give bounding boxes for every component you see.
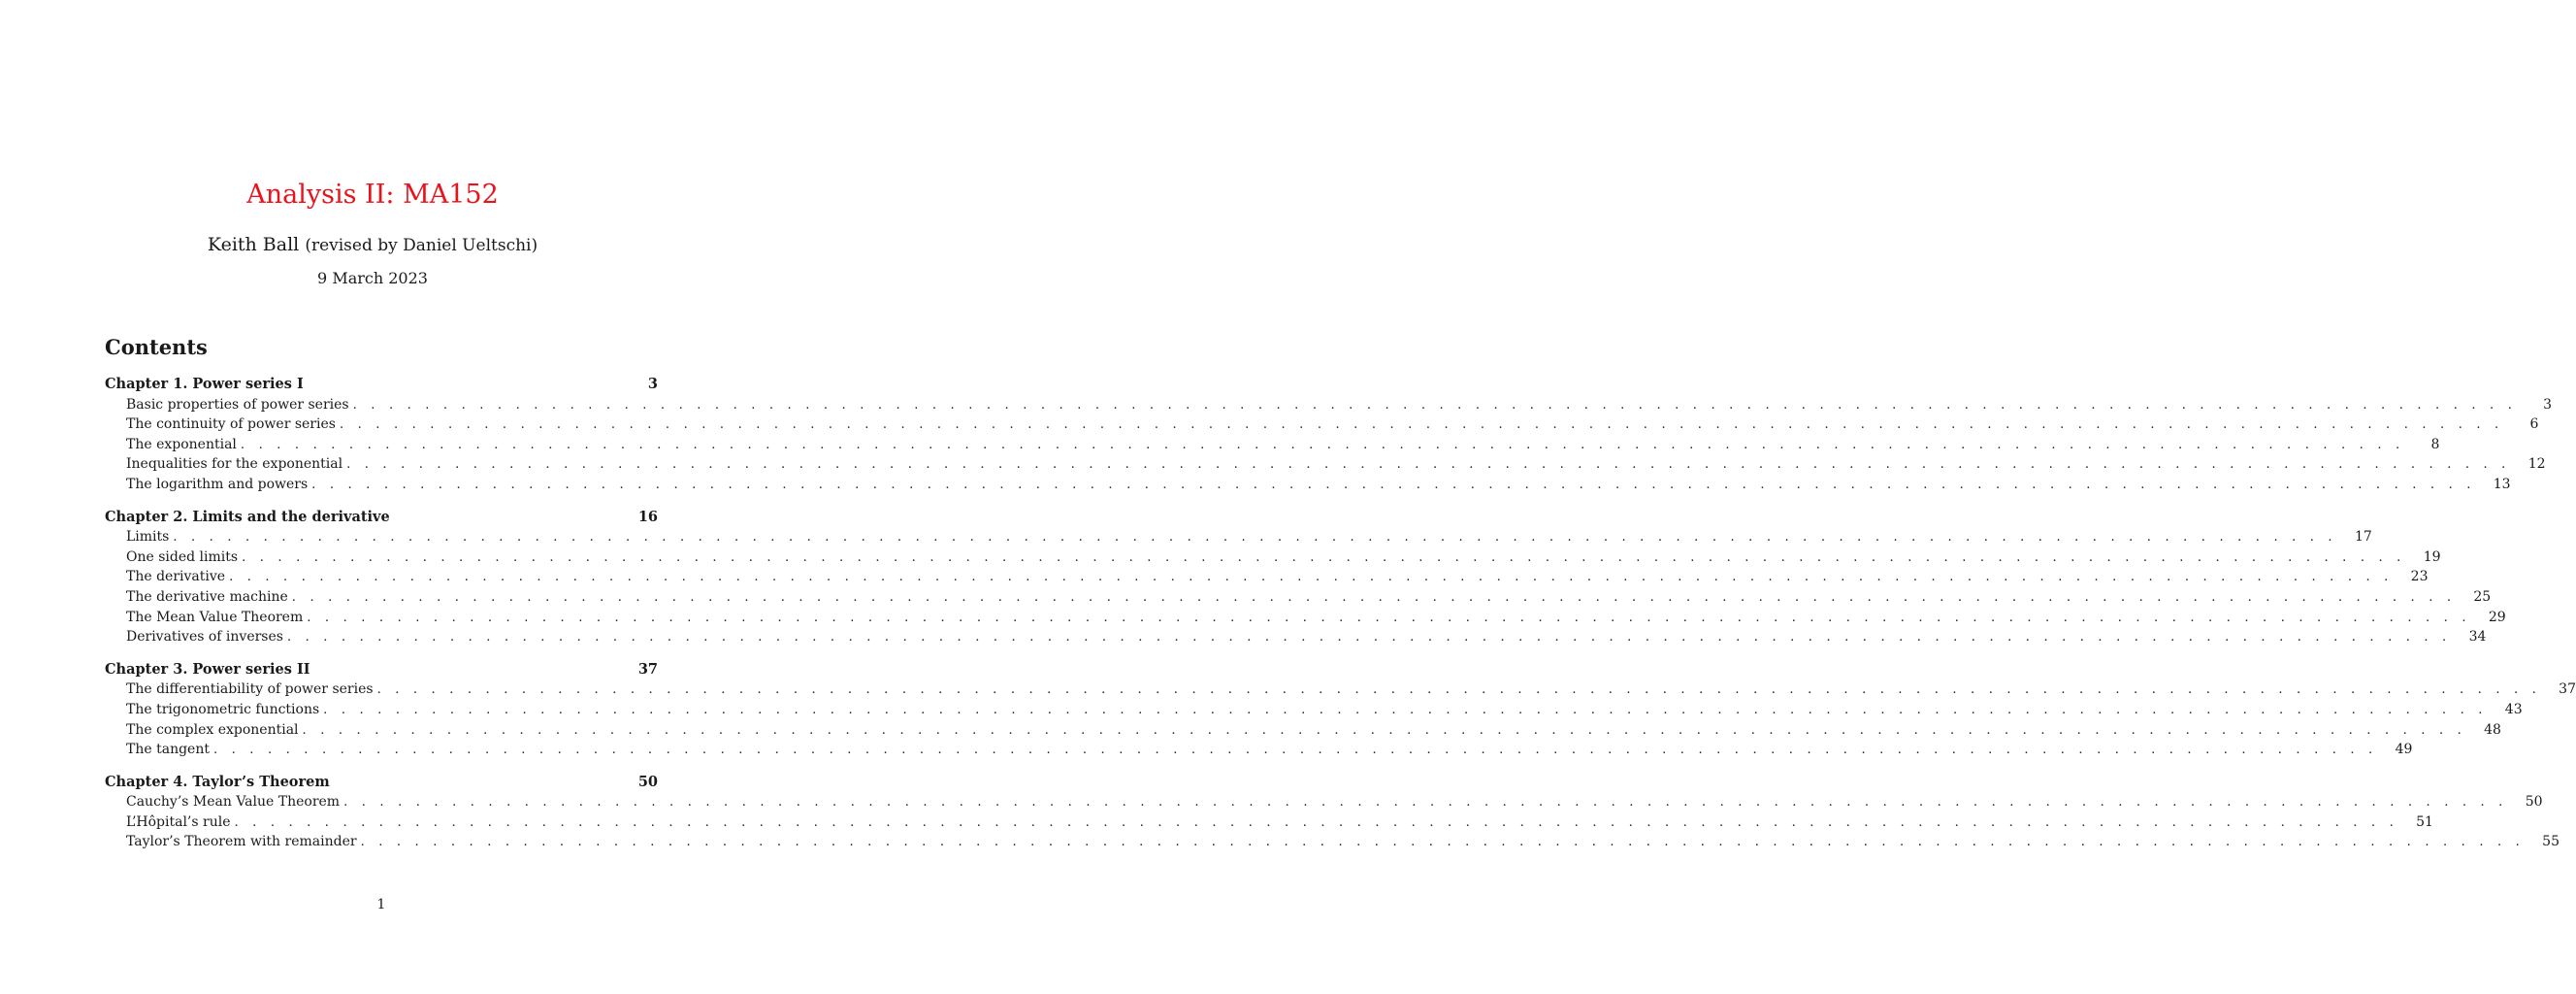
toc-section-page: 3 bbox=[2543, 396, 2553, 413]
toc-section-entry[interactable] bbox=[105, 832, 2560, 852]
toc-chapter bbox=[105, 508, 2506, 647]
table-of-contents bbox=[105, 375, 2576, 865]
toc-section-page: 6 bbox=[2529, 416, 2539, 433]
toc-dot-leader: . . . . . . . . . . . . . . . . . . . . . . . . . . . . . . . . . . . . . . . . . . . . . . . . . . . . . . . . . . . . . . . . . . . . . . . . . . . . . . . . . . . . . . . . . . . . . . . . . . . . . . . . . . . . . . . . . . . . . . . . bbox=[240, 437, 2405, 452]
toc-dot-leader: . . . . . . . . . . . . . . . . . . . . . . . . . . . . . . . . . . . . . . . . . . . . . . . . . . . . . . . . . . . . . . . . . . . . . . . . . . . . . . . . . . . . . . . . . . . . . . . . . . . . . . . . . . . . . . . . . . . . . . . . bbox=[352, 397, 2518, 413]
toc-section-title: L’Hôpital’s rule bbox=[126, 813, 231, 830]
toc-chapter-page: 16 bbox=[637, 508, 658, 525]
toc-dot-leader: . . . . . . . . . . . . . . . . . . . . . . . . . . . . . . . . . . . . . . . . . . . . . . . . . . . . . . . . . . . . . . . . . . . . . . . . . . . . . . . . . . . . . . . . . . . . . . . . . . . . . . . . . . . . . . . . . . . . . . . . bbox=[346, 457, 2511, 473]
toc-section-title: Taylor’s Theorem with remainder bbox=[126, 834, 357, 850]
toc-section-entry[interactable] bbox=[105, 527, 2372, 547]
toc-chapter-page: 37 bbox=[637, 660, 658, 678]
toc-section-page: 13 bbox=[2493, 476, 2511, 492]
toc-dot-leader: . . . . . . . . . . . . . . . . . . . . . . . . . . . . . . . . . . . . . . . . . . . . . . . . . . . . . . . . . . . . . . . . . . . . . . . . . . . . . . . . . . . . . . . . . . . . . . . . . . . . . . . . . . . . . . . . . . . . . . . . bbox=[212, 743, 2378, 758]
toc-section-page: 48 bbox=[2484, 721, 2501, 738]
toc-dot-leader: . . . . . . . . . . . . . . . . . . . . . . . . . . . . . . . . . . . . . . . . . . . . . . . . . . . . . . . . . . . . . . . . . . . . . . . . . . . . . . . . . . . . . . . . . . . . . . . . . . . . . . . . . . . . . . . . . . . . . . . . bbox=[339, 417, 2504, 433]
toc-section-entry[interactable] bbox=[105, 547, 2441, 568]
toc-chapter bbox=[105, 660, 2576, 760]
toc-section-page: 51 bbox=[2416, 813, 2433, 830]
toc-dot-leader: . . . . . . . . . . . . . . . . . . . . . . . . . . . . . . . . . . . . . . . . . . . . . . . . . . . . . . . . . . . . . . . . . . . . . . . . . . . . . . . . . . . . . . . . . . . . . . . . . . . . . . . . . . . . . . . . . . . . . . . . bbox=[302, 722, 2466, 738]
toc-section-entry[interactable] bbox=[105, 627, 2487, 647]
toc-section-entry[interactable] bbox=[105, 567, 2429, 587]
toc-dot-leader: . . . . . . . . . . . . . . . . . . . . . . . . . . . . . . . . . . . . . . . . . . . . . . . . . . . . . . . . . . . . . . . . . . . . . . . . . . . . . . . . . . . . . . . . . . . . . . . . . . . . . . . . . . . . . . . . . . . . . . . . bbox=[311, 477, 2476, 492]
toc-chapter-title: Chapter 4. Taylor’s Theorem bbox=[105, 773, 330, 790]
toc-section-page: 23 bbox=[2410, 569, 2429, 585]
toc-section-entry[interactable] bbox=[105, 608, 2506, 628]
toc-dot-leader: . . . . . . . . . . . . . . . . . . . . . . . . . . . . . . . . . . . . . . . . . . . . . . . . . . . . . . . . . . . . . . . . . . . . . . . . . . . . . . . . . . . . . . . . . . . . . . . . . . . . . . . . . . . . . . . . . . . . . . . . bbox=[360, 835, 2525, 850]
toc-section-page: 19 bbox=[2423, 548, 2441, 565]
toc-chapter-page: 3 bbox=[647, 376, 658, 392]
toc-dot-leader: . . . . . . . . . . . . . . . . . . . . . . . . . . . . . . . . . . . . . . . . . . . . . . . . . . . . . . . . . . . . . . . . . . . . . . . . . . . . . . . . . . . . . . . . . . . . . . . . . . . . . . . . . . . . . . . . . . . . . . . . bbox=[343, 795, 2508, 811]
toc-section-entry[interactable] bbox=[105, 435, 2440, 455]
page-number: 1 bbox=[376, 897, 386, 912]
toc-dot-leader: . . . . . . . . . . . . . . . . . . . . . . . . . . . . . . . . . . . . . . . . . . . . . . . . . . . . . . . . . . . . . . . . . . . . . . . . . . . . . . . . . . . . . . . . . . . . . . . . . . . . . . . . . . . . . . . . . . . . . . . . bbox=[242, 549, 2406, 565]
toc-dot-leader: . . . . . . . . . . . . . . . . . . . . . . . . . . . . . . . . . . . . . . . . . . . . . . . . . . . . . . . . . . . . . . . . . . . . . . . . . . . . . . . . . . . . . . . . . . . . . . . . . . . . . . . . . . . . . . . . . . . . . . . . bbox=[323, 702, 2488, 717]
toc-section-title: The continuity of power series bbox=[126, 416, 336, 433]
toc-section-title: The exponential bbox=[126, 436, 237, 452]
toc-section-entry[interactable] bbox=[105, 812, 2433, 833]
toc-section-entry[interactable] bbox=[105, 792, 2543, 812]
toc-section-entry[interactable] bbox=[105, 679, 2576, 700]
toc-section-title: Limits bbox=[126, 529, 170, 546]
toc-dot-leader: . . . . . . . . . . . . . . . . . . . . . . . . . . . . . . . . . . . . . . . . . . . . . . . . . . . . . . . . . . . . . . . . . . . . . . . . . . . . . . . . . . . . . . . . . . . . . . . . . . . . . . . . . . . . . . . . . . . . . . . . bbox=[173, 530, 2337, 546]
toc-section-title: Basic properties of power series bbox=[126, 396, 349, 413]
toc-section-page: 17 bbox=[2354, 529, 2372, 546]
toc-section-entry[interactable] bbox=[105, 395, 2553, 415]
toc-chapter-entry[interactable] bbox=[105, 375, 658, 395]
toc-section-entry[interactable] bbox=[105, 454, 2546, 475]
reviser-note: (revised by Daniel Ueltschi) bbox=[305, 236, 538, 255]
toc-section-entry[interactable] bbox=[105, 475, 2511, 495]
toc-section-entry[interactable] bbox=[105, 740, 2413, 760]
toc-section-title: The logarithm and powers bbox=[126, 476, 309, 492]
toc-section-title: One sided limits bbox=[126, 548, 239, 565]
toc-dot-leader: . . . . . . . . . . . . . . . . . . . . . . . . . . . . . . . . . . . . . . . . . . . . . . . . . . . . . . . . . . . . . . . . . . . . . . . . . . . . . . . . . . . . . . . . . . . . . . . . . . . . . . . . . . . . . . . . . . . . . . . . bbox=[286, 630, 2452, 646]
toc-chapter-entry[interactable] bbox=[105, 773, 658, 793]
document-date: 9 March 2023 bbox=[317, 269, 428, 287]
toc-section-entry[interactable] bbox=[105, 414, 2539, 435]
toc-section-entry[interactable] bbox=[105, 700, 2523, 720]
toc-section-title: The derivative bbox=[126, 569, 226, 585]
toc-section-title: Cauchy’s Mean Value Theorem bbox=[126, 794, 341, 811]
toc-chapter-page: 50 bbox=[637, 773, 658, 790]
toc-section-title: The tangent bbox=[126, 742, 210, 758]
toc-section-page: 55 bbox=[2542, 834, 2560, 850]
toc-section-page: 12 bbox=[2527, 456, 2546, 473]
toc-chapter bbox=[105, 375, 2553, 495]
toc-chapter-title: Chapter 2. Limits and the derivative bbox=[105, 508, 390, 525]
document-title: Analysis II: MA152 bbox=[246, 180, 499, 210]
toc-section-title: The differentiability of power series bbox=[126, 681, 374, 698]
toc-section-title: Derivatives of inverses bbox=[126, 629, 283, 646]
toc-section-page: 49 bbox=[2395, 742, 2413, 758]
toc-dot-leader: . . . . . . . . . . . . . . . . . . . . . . . . . . . . . . . . . . . . . . . . . . . . . . . . . . . . . . . . . . . . . . . . . . . . . . . . . . . . . . . . . . . . . . . . . . . . . . . . . . . . . . . . . . . . . . . . . . . . . . . . bbox=[376, 682, 2541, 698]
toc-section-entry[interactable] bbox=[105, 720, 2501, 741]
toc-dot-leader: . . . . . . . . . . . . . . . . . . . . . . . . . . . . . . . . . . . . . . . . . . . . . . . . . . . . . . . . . . . . . . . . . . . . . . . . . . . . . . . . . . . . . . . . . . . . . . . . . . . . . . . . . . . . . . . . . . . . . . . . bbox=[291, 589, 2457, 605]
toc-section-title: The complex exponential bbox=[126, 721, 299, 738]
toc-section-title: The derivative machine bbox=[126, 588, 288, 605]
toc-chapter-title: Chapter 1. Power series I bbox=[105, 376, 304, 392]
author-line bbox=[0, 233, 745, 257]
contents-heading: Contents bbox=[105, 335, 208, 359]
toc-section-entry[interactable] bbox=[105, 587, 2492, 608]
toc-section-page: 29 bbox=[2488, 609, 2506, 625]
toc-section-title: The trigonometric functions bbox=[126, 701, 320, 717]
toc-section-page: 37 bbox=[2559, 681, 2576, 698]
toc-section-page: 8 bbox=[2430, 436, 2440, 452]
author-name: Keith Ball bbox=[207, 234, 300, 255]
toc-section-title: The Mean Value Theorem bbox=[126, 609, 304, 625]
toc-section-page: 50 bbox=[2525, 794, 2543, 811]
toc-dot-leader: . . . . . . . . . . . . . . . . . . . . . . . . . . . . . . . . . . . . . . . . . . . . . . . . . . . . . . . . . . . . . . . . . . . . . . . . . . . . . . . . . . . . . . . . . . . . . . . . . . . . . . . . . . . . . . . . . . . . . . . . bbox=[234, 814, 2398, 830]
toc-section-page: 43 bbox=[2504, 701, 2523, 717]
toc-chapter-entry[interactable] bbox=[105, 508, 658, 528]
toc-chapter-title: Chapter 3. Power series II bbox=[105, 660, 310, 678]
toc-chapter-entry[interactable] bbox=[105, 660, 658, 680]
toc-section-page: 25 bbox=[2473, 588, 2492, 605]
toc-chapter bbox=[105, 773, 2560, 852]
toc-dot-leader: . . . . . . . . . . . . . . . . . . . . . . . . . . . . . . . . . . . . . . . . . . . . . . . . . . . . . . . . . . . . . . . . . . . . . . . . . . . . . . . . . . . . . . . . . . . . . . . . . . . . . . . . . . . . . . . . . . . . . . . . bbox=[307, 610, 2471, 625]
toc-dot-leader: . . . . . . . . . . . . . . . . . . . . . . . . . . . . . . . . . . . . . . . . . . . . . . . . . . . . . . . . . . . . . . . . . . . . . . . . . . . . . . . . . . . . . . . . . . . . . . . . . . . . . . . . . . . . . . . . . . . . . . . . bbox=[229, 570, 2394, 585]
toc-section-page: 34 bbox=[2468, 629, 2487, 646]
toc-section-title: Inequalities for the exponential bbox=[126, 456, 343, 473]
